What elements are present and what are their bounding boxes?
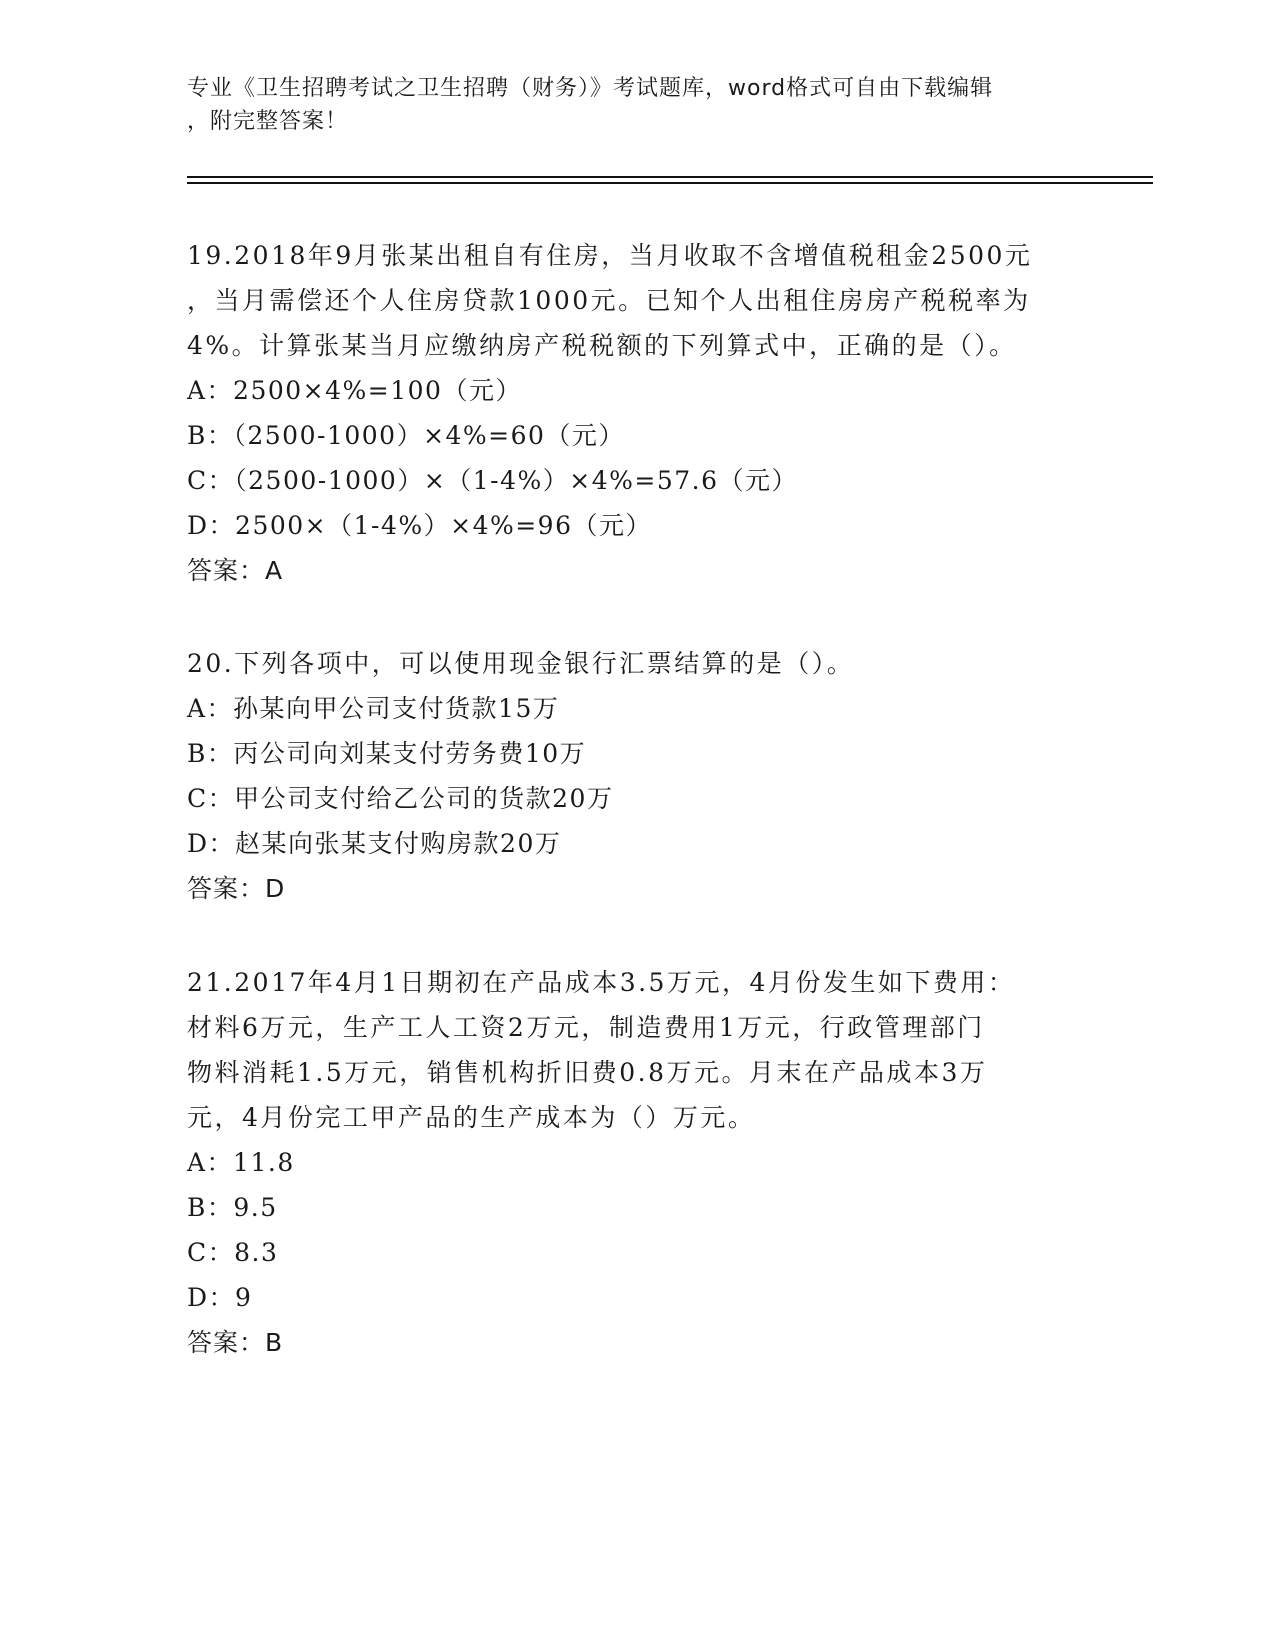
option-c: C：甲公司支付给乙公司的货款20万 (187, 784, 614, 813)
option-a: A：2500×4%=100（元） (187, 376, 522, 405)
document-header (187, 72, 1067, 138)
option-a: A：11.8 (187, 1148, 295, 1177)
question-stem-line: 4%。计算张某当月应缴纳房产税税额的下列算式中，正确的是（）。 (187, 331, 1017, 360)
question-stem-line: 21.2017年4月1日期初在产品成本3.5万元，4月份发生如下费用： (187, 968, 1016, 997)
header-line: ，附完整答案！ (187, 109, 349, 134)
question-stem-line: 元，4月份完工甲产品的生产成本为（）万元。 (187, 1103, 756, 1132)
answer-line: 答案：A (187, 556, 284, 585)
option-b: B：（2500-1000）×4%=60（元） (187, 421, 625, 450)
header-divider-bottom (187, 182, 1153, 184)
question-20 (187, 641, 1087, 911)
option-d: D：2500×（1-4%）×4%=96（元） (187, 511, 652, 540)
question-21 (187, 960, 1087, 1365)
answer-line: 答案：D (187, 874, 286, 903)
option-b: B：丙公司向刘某支付劳务费10万 (187, 739, 587, 768)
header-divider-top (187, 176, 1153, 178)
option-b: B：9.5 (187, 1193, 278, 1222)
option-d: D：9 (187, 1283, 253, 1312)
option-a: A：孙某向甲公司支付货款15万 (187, 694, 560, 723)
question-stem-line: 物料消耗1.5万元，销售机构折旧费0.8万元。月末在产品成本3万 (187, 1058, 988, 1087)
option-c: C：8.3 (187, 1238, 279, 1267)
question-19 (187, 233, 1087, 593)
option-d: D：赵某向张某支付购房款20万 (187, 829, 562, 858)
question-stem-line: 20.下列各项中，可以使用现金银行汇票结算的是（）。 (187, 649, 855, 678)
header-line: 专业《卫生招聘考试之卫生招聘（财务）》考试题库，word格式可自由下载编辑 (187, 76, 994, 101)
question-stem-line: 19.2018年9月张某出租自有住房，当月收取不含增值税租金2500元 (187, 241, 1033, 270)
option-c: C：（2500-1000）×（1-4%）×4%=57.6（元） (187, 466, 799, 495)
answer-line: 答案：B (187, 1328, 284, 1357)
question-stem-line: 材料6万元，生产工人工资2万元，制造费用1万元，行政管理部门 (187, 1013, 985, 1042)
question-stem-line: ，当月需偿还个人住房贷款1000元。已知个人出租住房房产税税率为 (187, 286, 1031, 315)
